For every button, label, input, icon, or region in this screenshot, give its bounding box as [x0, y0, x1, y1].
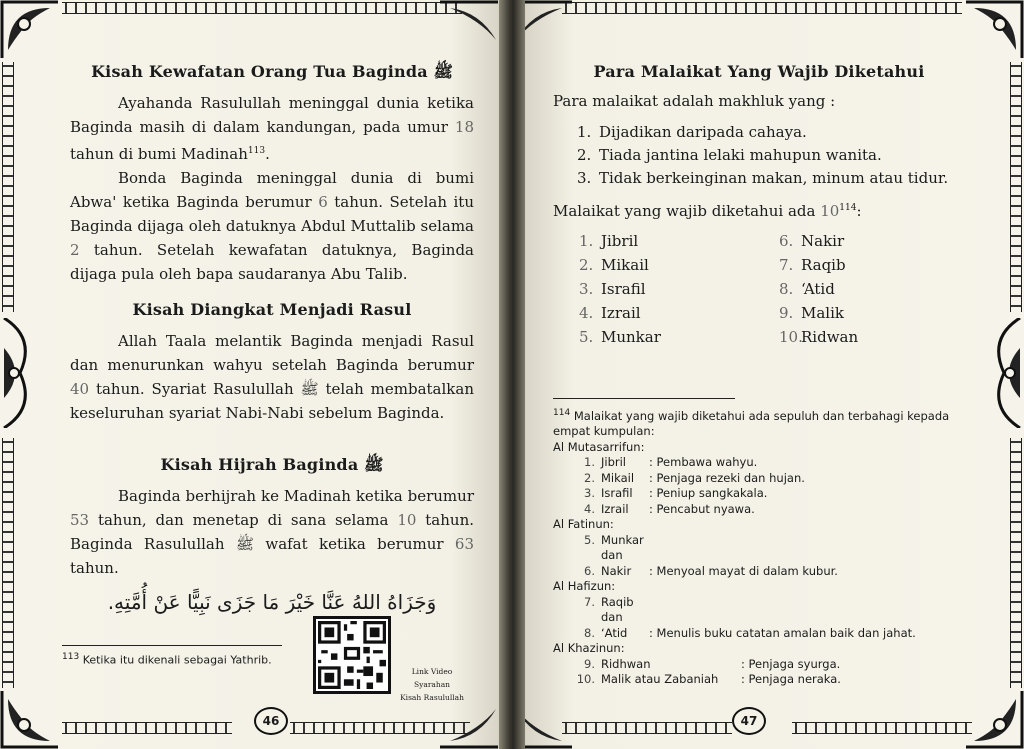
footnote-divider	[62, 645, 282, 646]
page-number: 46	[254, 707, 288, 735]
angel-group-row	[573, 455, 973, 471]
row-number: 3.	[584, 486, 595, 501]
row-number: 4.	[584, 501, 595, 516]
bottom-border-chain	[792, 722, 972, 734]
item-number: 3.	[579, 280, 594, 298]
right-border-chain	[1010, 438, 1022, 688]
row-description: : Penjaga neraka.	[741, 672, 841, 687]
corner-ornament-icon	[0, 0, 60, 60]
footnote-ref[interactable]: 114	[839, 203, 857, 213]
corner-ornament-icon	[440, 0, 500, 60]
angel-group-row	[573, 502, 973, 518]
paragraph	[70, 329, 474, 425]
angel-group-name: Al Khazinun:	[553, 641, 625, 656]
text: Ayahanda Rasulullah meninggal dunia ketika Baginda masih di dalam kandungan, pada umur	[70, 94, 474, 136]
text: tahun, dan menetap di sana selama	[89, 511, 398, 529]
left-page-content	[70, 62, 474, 614]
row-description: : Penjaga rezeki dan hujan.	[649, 470, 805, 485]
number: 18	[454, 118, 474, 136]
text: .	[265, 145, 270, 163]
angel-name-item	[579, 277, 779, 301]
qr-caption	[397, 665, 467, 704]
angel-name: Jibril	[601, 232, 639, 250]
paragraph	[70, 166, 474, 286]
right-page-content	[553, 62, 965, 349]
angel-name-item	[779, 253, 929, 277]
angel-name-item	[779, 325, 929, 349]
bottom-border-chain	[562, 722, 732, 734]
intro-text: Para malaikat adalah makhluk yang :	[553, 92, 836, 110]
item-number: 5.	[579, 328, 594, 346]
item-number: 2.	[577, 146, 592, 164]
angel-group-row	[573, 672, 973, 688]
angel-name: Malik	[801, 304, 844, 322]
angel-name: Raqib	[801, 256, 846, 274]
item-text: Tiada jantina lelaki mahupun wanita.	[599, 146, 882, 164]
text: tahun. Setelah itu Baginda dijaga oleh datuknya Abdul Muttalib selama	[70, 193, 474, 235]
row-description: : Pencabut nyawa.	[649, 501, 755, 516]
footnote-divider	[553, 398, 735, 399]
row-angel: ‘Atid	[601, 625, 628, 640]
angel-trait-item	[577, 167, 965, 190]
angel-trait-item	[577, 144, 965, 167]
item-text: Dijadikan daripada cahaya.	[599, 123, 807, 141]
footnote-intro	[553, 406, 973, 440]
text: Allah Taala melantik Baginda menjadi Rasul dan menurunkan wahyu setelah Baginda berumur	[70, 332, 474, 374]
number: 10	[820, 202, 840, 220]
side-ornament-icon	[984, 318, 1024, 428]
row-angel: Ridhwan	[601, 656, 651, 671]
angel-group-name: Al Fatinun:	[553, 517, 614, 532]
footnote-text: Ketika itu dikenali sebagai Yathrib.	[82, 653, 272, 667]
text: tahun.	[70, 559, 119, 577]
section-title-angels: Para Malaikat Yang Wajib Diketahui	[593, 62, 925, 81]
angel-name: Ridwan	[801, 328, 859, 346]
angel-group-row	[573, 471, 973, 487]
angel-group-row	[573, 564, 973, 580]
corner-ornament-icon	[0, 689, 60, 749]
item-number: 8.	[779, 280, 794, 298]
item-number: 4.	[579, 304, 594, 322]
section-title-appointed-rasul: Kisah Diangkat Menjadi Rasul	[132, 300, 412, 319]
text: tahun. Setelah kewafatan datuknya, Baginda dijaga pula oleh bapa saudaranya Abu Talib.	[70, 241, 474, 283]
row-angel: Israfil	[601, 486, 633, 501]
item-number: 1.	[579, 232, 594, 250]
angel-group-row	[573, 657, 973, 673]
item-number: 2.	[579, 256, 594, 274]
side-ornament-icon	[0, 318, 40, 428]
row-number: 6.	[584, 563, 595, 578]
row-angel: Munkar dan	[601, 532, 644, 563]
item-number: 10.	[779, 328, 803, 346]
number: 40	[70, 380, 90, 398]
wajib-line	[553, 196, 965, 223]
angel-name-item	[779, 301, 929, 325]
item-number: 6.	[779, 232, 794, 250]
angel-name: ‘Atid	[801, 280, 835, 298]
row-description: : Pembawa wahyu.	[649, 455, 758, 470]
footnote-114	[553, 406, 973, 688]
item-number: 3.	[577, 169, 592, 187]
text: Malaikat yang wajib diketahui ada	[553, 202, 821, 220]
row-angel: Raqib dan	[601, 594, 634, 625]
text: Baginda berhijrah ke Madinah ketika berumur	[118, 487, 474, 505]
item-number: 9.	[779, 304, 794, 322]
row-number: 1.	[584, 455, 595, 470]
angel-name-item	[579, 301, 779, 325]
angel-name: Munkar	[601, 328, 661, 346]
book-spine	[499, 0, 525, 749]
row-description: : Penjaga syurga.	[741, 656, 841, 671]
angel-group-row	[573, 486, 973, 502]
row-angel: Malik atau Zabaniah	[601, 672, 719, 687]
footnote-113	[62, 652, 272, 667]
footnote-number: 114	[553, 408, 571, 418]
qr-code-icon[interactable]	[313, 616, 391, 694]
angel-group-row	[573, 626, 973, 642]
right-border-chain	[1010, 62, 1022, 312]
corner-ornament-icon	[964, 0, 1024, 60]
angel-names-grid	[579, 229, 965, 349]
angel-name-item	[779, 277, 929, 301]
number: 10	[397, 511, 417, 529]
angel-group-name: Al Hafizun:	[553, 579, 616, 594]
item-text: Tidak berkeinginan makan, minum atau tidur.	[599, 169, 949, 187]
section-title-hijrah: Kisah Hijrah Baginda ﷺ	[160, 455, 384, 474]
angel-name-item	[579, 325, 779, 349]
row-number: 5.	[584, 532, 595, 547]
angel-group-name: Al Mutasarrifun:	[553, 439, 645, 454]
number: 63	[454, 535, 474, 553]
row-description: : Menulis buku catatan amalan baik dan jahat.	[649, 625, 916, 640]
left-border-chain	[2, 438, 14, 688]
angel-traits-list	[577, 121, 965, 190]
footnote-text: Malaikat yang wajib diketahui ada sepuluh dan terbahagi kepada empat kumpulan:	[553, 408, 950, 439]
text: tahun. Syariat Rasulullah ﷺ telah membatalkan keseluruhan syariat Nabi-Nabi sebelum Baginda.	[70, 380, 474, 422]
angel-groups	[553, 440, 973, 688]
corner-ornament-icon	[964, 689, 1024, 749]
text: Bonda Baginda meninggal dunia di bumi Abwa' ketika Baginda berumur	[70, 169, 474, 211]
row-angel: Izrail	[601, 501, 629, 516]
paragraph	[70, 91, 474, 166]
angel-name-item	[579, 253, 779, 277]
number: 2	[70, 241, 80, 259]
text: tahun. Baginda Rasulullah ﷺ wafat ketika berumur	[70, 511, 474, 553]
angel-name: Nakir	[801, 232, 845, 250]
angel-group-row	[573, 533, 973, 564]
bottom-border-chain	[62, 722, 232, 734]
footnote-ref[interactable]: 113	[247, 146, 266, 156]
top-border-chain	[62, 2, 462, 14]
row-number: 9.	[584, 656, 595, 671]
qr-caption-line: Link Video Syarahan	[411, 667, 453, 689]
angel-name: Israfil	[601, 280, 646, 298]
number: 6	[318, 193, 328, 211]
footnote-number: 113	[62, 652, 80, 662]
row-description: : Menyoal mayat di dalam kubur.	[649, 563, 838, 578]
arabic-prayer: وَجَزَاهُ اللهُ عَنَّا خَيْرَ مَا جَزَى نَبِيًّا عَنْ أُمَّتِهِ.	[107, 590, 437, 614]
angel-name-item	[779, 229, 929, 253]
row-angel: Nakir	[601, 563, 632, 578]
angel-name: Izrail	[601, 304, 641, 322]
row-number: 10.	[576, 672, 595, 687]
qr-caption-line: Kisah Rasulullah	[400, 693, 464, 702]
angel-trait-item	[577, 121, 965, 144]
row-number: 2.	[584, 470, 595, 485]
angel-name: Mikail	[601, 256, 649, 274]
left-border-chain	[2, 62, 14, 312]
item-number: 7.	[779, 256, 794, 274]
angel-group-row	[573, 595, 973, 626]
row-number: 8.	[584, 625, 595, 640]
item-number: 1.	[577, 123, 592, 141]
text: tahun di bumi Madinah	[70, 145, 248, 163]
row-angel: Jibril	[601, 455, 627, 470]
page-number: 47	[732, 707, 766, 735]
text: :	[856, 202, 862, 220]
angel-name-item	[579, 229, 779, 253]
top-border-chain	[562, 2, 962, 14]
row-number: 7.	[584, 594, 595, 609]
row-description: : Peniup sangkakala.	[649, 486, 768, 501]
section-title-parents-death: Kisah Kewafatan Orang Tua Baginda ﷺ	[91, 62, 453, 81]
number: 53	[70, 511, 90, 529]
paragraph	[70, 484, 474, 580]
row-angel: Mikail	[601, 470, 635, 485]
